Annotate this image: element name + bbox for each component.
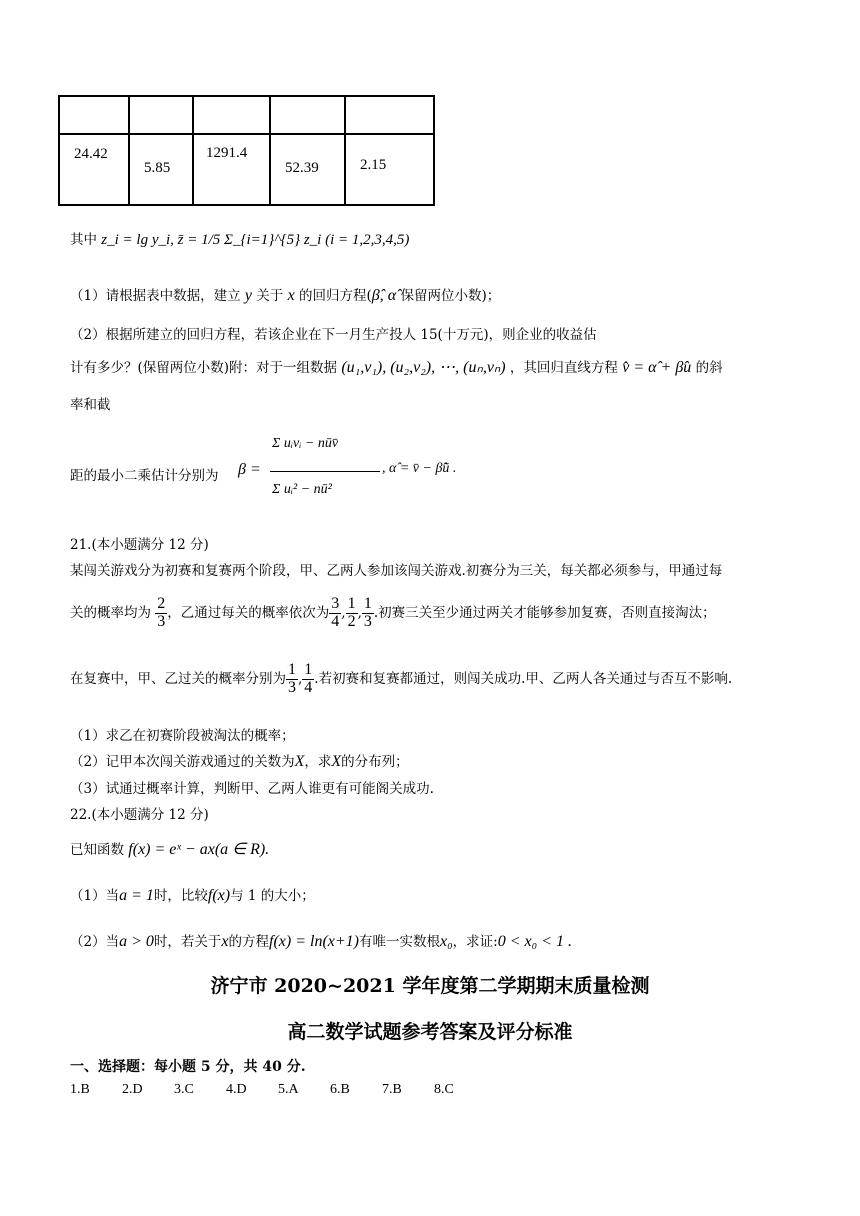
problem-22-title: 22.(本小题满分 12 分) [70,807,209,823]
table-cell [193,134,270,205]
var-y: y [244,287,252,304]
q1-suffix: 保留两位小数)； [400,288,501,304]
inequality: 0 < x₀ < 1 . [497,933,572,950]
x0: x₀ [440,933,453,950]
q1-prefix: （1）请根据表中数据，建立 [70,288,241,304]
table-cell [345,96,434,134]
cell-value: 1291.4 [206,145,248,161]
section-1-heading: 一、选择题：每小题 5 分，共 40 分. [70,1059,306,1075]
p21-line2c: .初赛三关至少通过两关才能够参加复赛，否则直接淘汰； [373,604,716,621]
table-row [59,96,434,134]
answer-title-1: 济宁市 2020~2021 学年度第二学期期末质量检测 [210,975,650,997]
cell-value: 24.42 [74,146,108,162]
table-cell [345,134,434,205]
data-pairs: (u₁,v₁), (u₂,v₂), ⋯, (uₙ,vₙ) [341,359,506,376]
fraction-bar [270,471,380,472]
answer-item: 3.C [174,1082,194,1097]
cell-value: 5.85 [144,160,171,176]
where-formula: z_i = lg y_i, z̄ = 1/5 Σ_{i=1}^{5} z_i (i = 1,2,3,4,5) [101,232,410,248]
p22-q1c: 与 1 的大小； [230,888,315,904]
fraction-1-3: $\frac{1}{3}$ [363,595,372,630]
least-squares-formula [238,432,458,522]
answer-list [70,1082,486,1098]
alpha-formula: , α̂ = v̄ − β̂ū . [382,461,457,476]
fraction-1-4: $\frac{1}{4}$ [304,661,313,696]
problem-21-title: 21.(本小题满分 12 分) [70,537,209,553]
answer-item: 7.B [382,1082,402,1097]
problem-22-line1 [70,838,269,859]
fraction-2-3: $\frac{2}{3}$ [157,595,166,630]
p22-q1b: 时，比较 [153,888,208,904]
p22-q2b: 时，若关于 [153,934,222,950]
table-cell [193,96,270,134]
q2-mid: ，其回归直线方程 [509,360,618,376]
p21-q2b: ，求 [304,754,332,770]
cell-value: 52.39 [285,160,319,176]
p22-q2e: ，求证: [452,934,498,950]
problem-22-q1 [70,884,315,905]
table-cell [59,134,129,205]
question-2-line4: 距的最小二乘估计分别为 [70,468,219,484]
question-1 [70,284,500,305]
var-X: X [294,753,305,770]
problem-21-line3: 在复赛中，甲、乙过关的概率分别为 $\frac{1}{3}$ , $\frac{1}{4}$ .若初赛和复赛都通过，则闯关成功.甲、乙两人各关通过与否互不影响. [70,661,733,696]
data-table [58,95,435,206]
answer-item: 5.A [278,1082,299,1097]
problem-21-q2 [70,750,409,771]
problem-21-q1: （1）求乙在初赛阶段被淘汰的概率； [70,728,295,744]
beta-alpha: β̂, α̂ [371,287,397,304]
p22-q1a: （1）当 [70,888,120,904]
ln-equation: f(x) = ln(x+1) [269,933,359,950]
q1-mid2: 的回归方程( [299,288,372,304]
answer-item: 2.D [122,1082,143,1097]
problem-21-line1: 某闯关游戏分为初赛和复赛两个阶段，甲、乙两人参加该闯关游戏.初赛分为三关，每关都必须参与，甲通过每 [70,563,723,579]
p22-q2c: 的方程 [228,934,269,950]
a-gt-0: a > 0 [119,933,154,950]
f-of-x: f(x) [207,887,231,904]
p21-line2b: ，乙通过每关的概率依次为 [167,604,330,621]
table-cell [129,96,193,134]
p22-line1a: 已知函数 [70,842,124,858]
table-cell [59,96,129,134]
answer-item: 8.C [434,1082,454,1097]
table-cell [270,96,345,134]
q2-prefix: 计有多少？(保留两位小数)附：对于一组数据 [70,360,338,376]
function-def: f(x) = eˣ − ax(a ∈ R). [128,841,270,858]
fraction-1-3b: $\frac{1}{3}$ [288,661,296,696]
cell-value: 2.15 [360,157,387,173]
answer-item: 1.B [70,1082,90,1097]
table-row [59,134,434,205]
q1-mid1: 关于 [256,288,284,304]
a-equals-1: a = 1 [119,887,154,904]
where-line [70,228,409,249]
fraction-1-2: $\frac{1}{2}$ [347,595,356,630]
p21-q2a: （2）记甲本次闯关游戏通过的关数为 [70,754,295,770]
problem-22-q2 [70,930,572,951]
answer-title-2: 高二数学试题参考答案及评分标准 [287,1021,573,1043]
question-2-line3: 率和截 [70,397,111,413]
problem-21-q3: （3）试通过概率计算，判断甲、乙两人谁更有可能阁关成功. [70,781,434,797]
question-2-line2 [70,356,723,377]
q2-suffix: 的斜 [695,360,723,376]
p21-line3b: .若初赛和复赛都通过，则闯关成功.甲、乙两人各关通过与否互不影响. [314,670,733,687]
p22-q2d: 有唯一实数根 [359,934,440,950]
table-cell [270,134,345,205]
p21-q2c: 的分布列； [341,754,409,770]
var-x2: x [221,933,229,950]
fraction-3-4: $\frac{3}{4}$ [331,595,340,630]
table-cell [129,134,193,205]
problem-21-line2: 关的概率均为 $\frac{2}{3}$ ，乙通过每关的概率依次为 $\frac{3}{4}$ , $\frac{1}{2}$ , $\frac{1}{3}$ .初赛三关至少通过两关才能够参加复赛，否则直接淘汰； [70,595,716,630]
answer-item: 6.B [330,1082,350,1097]
var-X2: X [331,753,342,770]
var-x: x [287,287,295,304]
where-prefix: 其中 [70,232,97,248]
p21-line3a: 在复赛中，甲、乙过关的概率分别为 [70,670,286,687]
p22-q2a: （2）当 [70,934,120,950]
regression-eq: v̂ = α̂ + β̂u [622,359,692,376]
answer-item: 4.D [226,1082,247,1097]
beta-equals: β = [238,461,261,478]
question-2-line1: （2）根据所建立的回归方程，若该企业在下一月生产投人 15(十万元)，则企业的收益估 [70,327,597,343]
p21-line2a: 关的概率均为 [70,604,151,621]
beta-denominator: Σ uᵢ² − nū² [272,482,332,497]
beta-numerator: Σ uᵢvᵢ − nūv̄ [272,436,339,451]
